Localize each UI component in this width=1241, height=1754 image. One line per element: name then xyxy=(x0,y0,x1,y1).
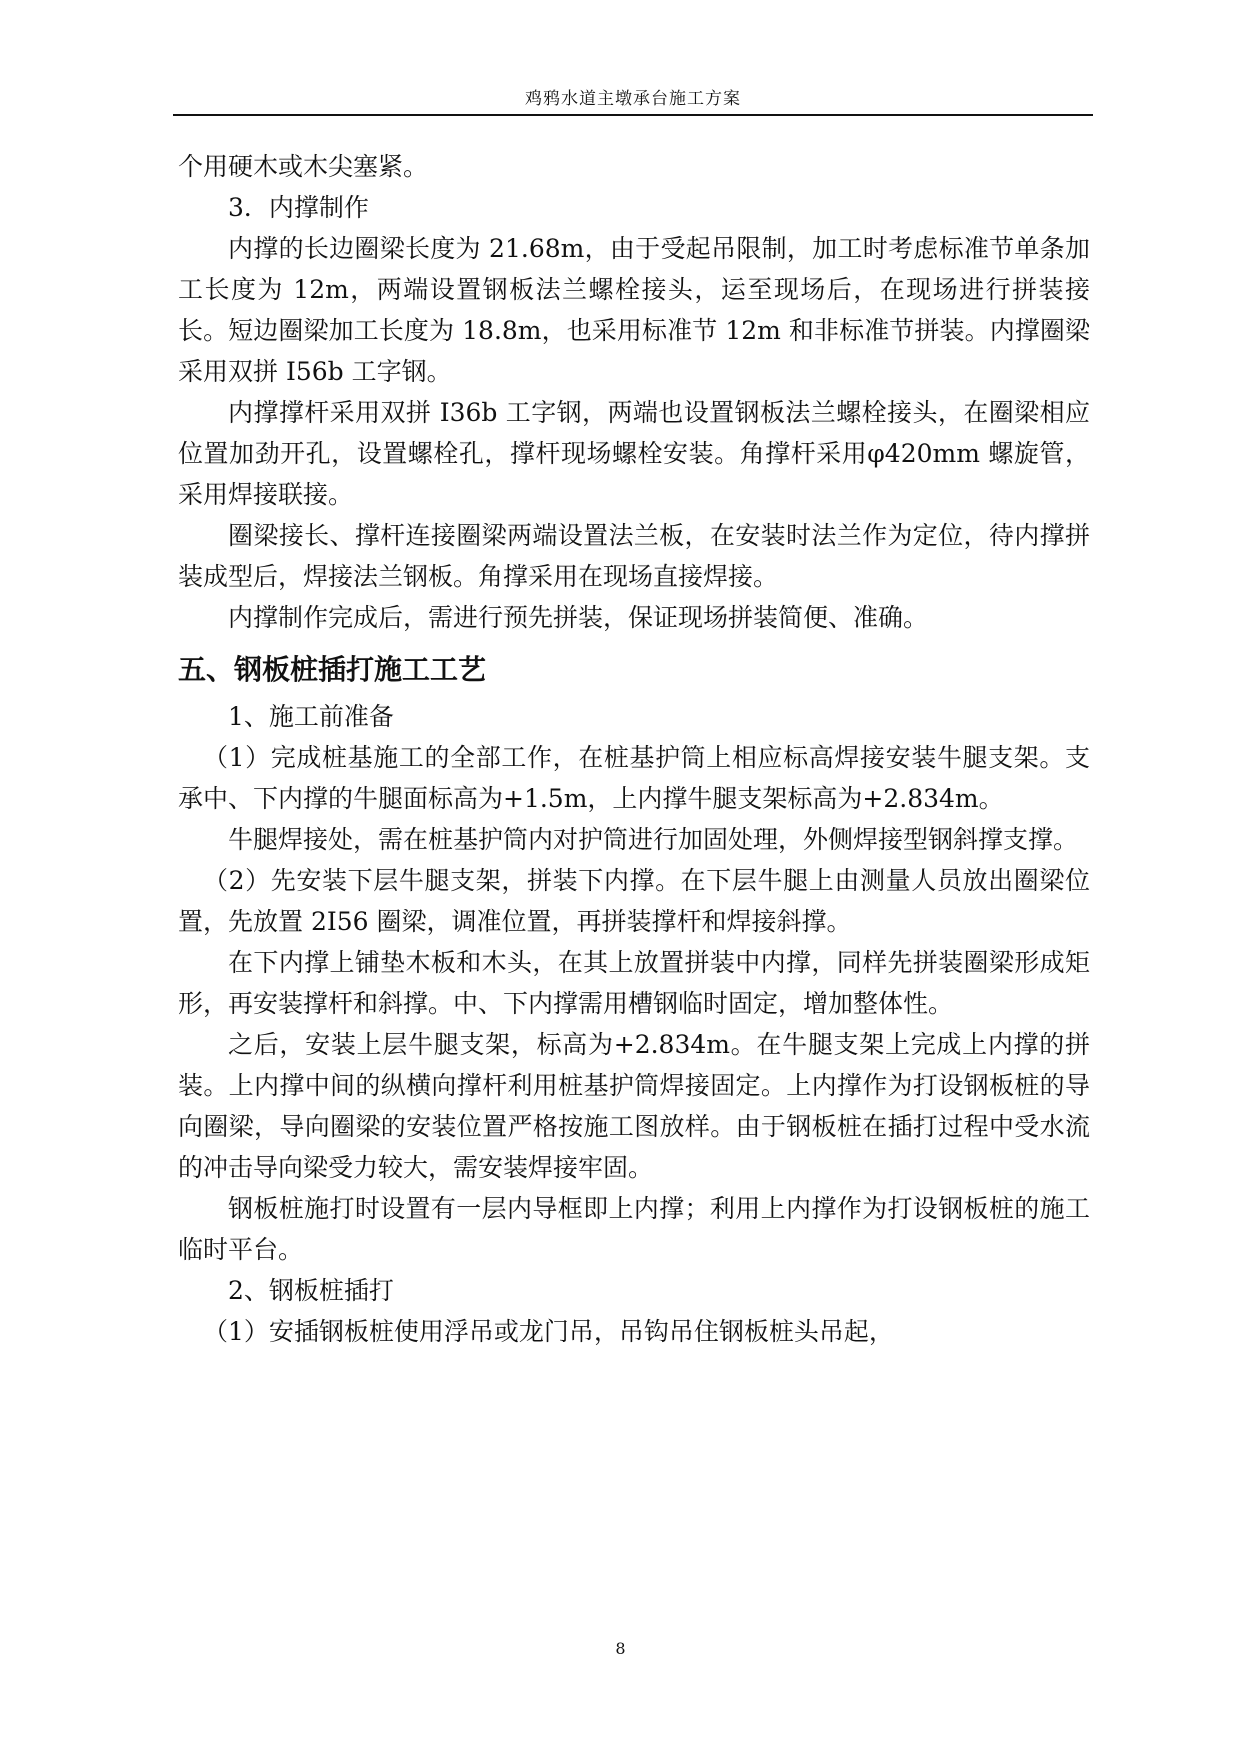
subheading-inner-brace-fabrication: 3．内撑制作 xyxy=(228,193,369,222)
paragraph: 之后，安装上层牛腿支架，标高为+2.834m。在牛腿支架上完成上内撑的拼装。上内撑中间的纵横向撑杆利用桩基护筒焊接固定。上内撑作为打设钢板桩的导向圈梁，导向圈梁的安装位置严格按施工图放样。由于钢板桩在插打过程中受水流的冲击导向梁受力较大，需安装焊接牢固。 xyxy=(178,1030,1090,1182)
page-number: 8 xyxy=(615,1639,626,1658)
paragraph: 内撑的长边圈梁长度为 21.68m，由于受起吊限制，加工时考虑标准节单条加工长度为 12m，两端设置钢板法兰螺栓接头，运至现场后，在现场进行拼装接长。短边圈梁加工长度为 18.8m，也采用标准节 12m 和非标准节拼装。内撑圈梁采用双拼 I56b 工字钢。 xyxy=(178,234,1090,386)
paragraph: （1）完成桩基施工的全部工作，在桩基护筒上相应标高焊接安装牛腿支架。支承中、下内撑的牛腿面标高为+1.5m，上内撑牛腿支架标高为+2.834m。 xyxy=(178,743,1090,813)
paragraph: 在下内撑上铺垫木板和木头，在其上放置拼装中内撑，同样先拼装圈梁形成矩形，再安装撑杆和斜撑。中、下内撑需用槽钢临时固定，增加整体性。 xyxy=(178,948,1090,1018)
paragraph: （2）先安装下层牛腿支架，拼装下内撑。在下层牛腿上由测量人员放出圈梁位置，先放置 2I56 圈梁，调准位置，再拼装撑杆和焊接斜撑。 xyxy=(178,866,1090,936)
paragraph: （1）安插钢板桩使用浮吊或龙门吊，吊钩吊住钢板桩头吊起， xyxy=(203,1317,894,1346)
paragraph: 内撑撑杆采用双拼 I36b 工字钢，两端也设置钢板法兰螺栓接头，在圈梁相应位置加劲开孔，设置螺栓孔，撑杆现场螺栓安装。角撑杆采用φ420mm 螺旋管，采用焊接联接。 xyxy=(178,398,1090,509)
document-body xyxy=(178,146,1090,1352)
paragraph-continuation: 个用硬木或木尖塞紧。 xyxy=(178,152,429,181)
paragraph: 钢板桩施打时设置有一层内导框即上内撑；利用上内撑作为打设钢板桩的施工临时平台。 xyxy=(178,1194,1090,1264)
subheading-preparation: 1、施工前准备 xyxy=(228,702,394,731)
section-heading: 五、钢板桩插打施工工艺 xyxy=(178,653,487,686)
paragraph: 牛腿焊接处，需在桩基护筒内对护筒进行加固处理，外侧焊接型钢斜撑支撑。 xyxy=(228,825,1079,854)
header-divider xyxy=(173,114,1093,116)
paragraph: 内撑制作完成后，需进行预先拼装，保证现场拼装简便、准确。 xyxy=(228,603,929,632)
page-header: 鸡鸦水道主墩承台施工方案 xyxy=(525,89,741,109)
subheading-sheet-pile-driving: 2、钢板桩插打 xyxy=(228,1276,394,1305)
paragraph: 圈梁接长、撑杆连接圈梁两端设置法兰板，在安装时法兰作为定位，待内撑拼装成型后，焊接法兰钢板。角撑采用在现场直接焊接。 xyxy=(178,521,1090,591)
